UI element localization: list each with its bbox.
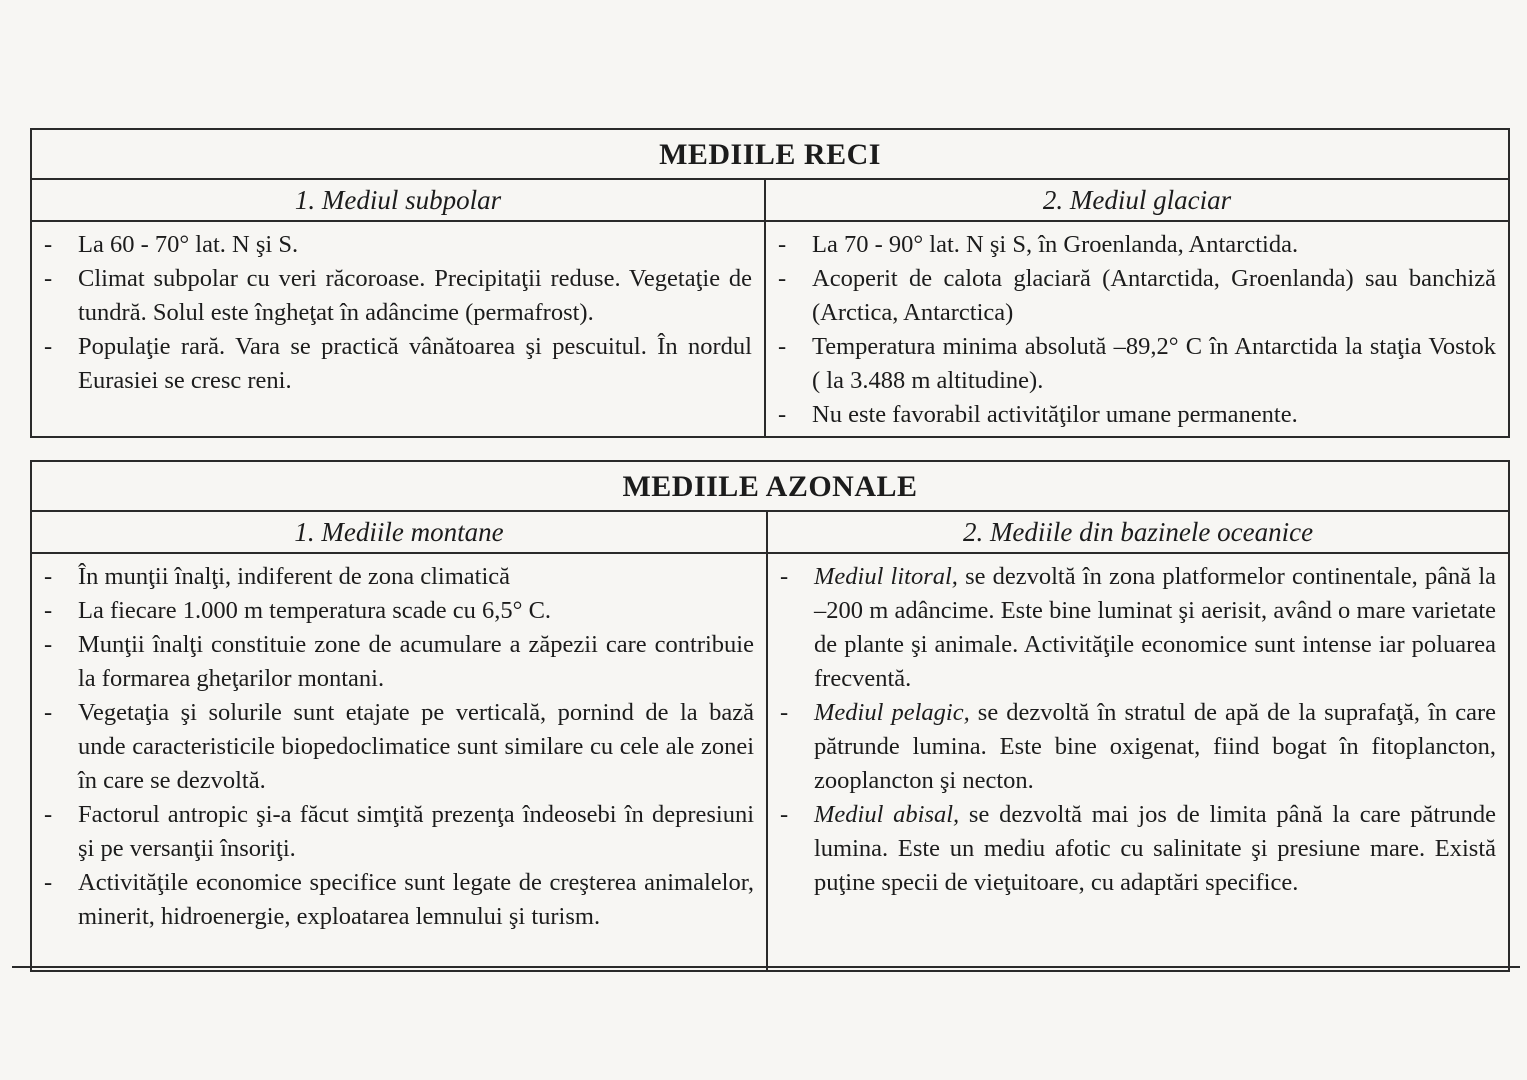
list-item: - Factorul antropic şi-a făcut simţită prezenţa îndeosebi în depresiuni şi pe versanţii însoriţi. [78,798,754,866]
list-item: - Activităţile economice specifice sunt legate de creşterea animalelor, minerit, hidroenergie, exploatarea lemnului şi turism. [78,866,754,934]
subpolar-list [32,222,764,402]
glacial-heading: 2. Mediul glaciar [765,179,1509,221]
item-text: se dezvoltă în stratul de apă de la suprafaţă, în care pătrunde lumina. Este bine oxigenat, fiind bogat în fitoplancton, zooplancton şi necton. [814,699,1497,794]
oceanic-list [768,554,1508,904]
term-abisal: Mediul abisal, [814,801,960,828]
list-item: - La 70 - 90° lat. N şi S, în Groenlanda, Antarctida. [812,228,1496,262]
azonal-title: MEDIILE AZONALE [31,461,1509,511]
item-text: se dezvoltă în zona platformelor continentale, până la –200 m adâncime. Este bine luminat şi aerisit, având o mare varietate de plante şi animale. Activităţile economice sunt intense iar poluarea frecventă. [814,563,1497,692]
item-text: se dezvoltă mai jos de limita până la care pătrunde lumina. Este un mediu afotic cu salinitate şi presiune mare. Există puţine specii de vieţuitoare, cu adaptări specifice. [814,801,1497,896]
mountain-list [32,554,766,938]
list-item: - Climat subpolar cu veri răcoroase. Precipitaţii reduse. Vegetaţie de tundră. Solul este îngheţat în adâncime (permafrost). [78,262,752,330]
oceanic-cell [767,553,1509,971]
list-item: - Vegetaţia şi solurile sunt etajate pe verticală, pornind de la bază unde caracteristicile biopedoclimatice sunt similare cu cele ale zonei în care se dezvoltă. [78,696,754,798]
subpolar-heading: 1. Mediul subpolar [31,179,765,221]
cold-environments-table [30,128,1510,438]
term-litoral: Mediul litoral, [814,563,958,590]
azonal-environments-table [30,460,1510,972]
list-item: - Acoperit de calota glaciară (Antarctida, Groenlanda) sau banchiză (Arctica, Antarctica) [812,262,1496,330]
bottom-rule [12,966,1520,968]
list-item [814,696,1496,798]
glacial-list [766,222,1508,436]
list-item [814,798,1496,900]
list-item: - Munţii înalţi constituie zone de acumulare a zăpezii care contribuie la formarea gheţarilor montani. [78,628,754,696]
glacial-cell [765,221,1509,437]
oceanic-heading: 2. Mediile din bazinele oceanice [767,511,1509,553]
list-item: - Populaţie rară. Vara se practică vânătoarea şi pescuitul. În nordul Eurasiei se cresc reni. [78,330,752,398]
list-item: - La 60 - 70° lat. N şi S. [78,228,752,262]
term-pelagic: Mediul pelagic, [814,699,970,726]
list-item: - În munţii înalţi, indiferent de zona climatică [78,560,754,594]
subpolar-cell [31,221,765,437]
list-item: - Temperatura minima absolută –89,2° C în Antarctida la staţia Vostok ( la 3.488 m altitudine). [812,330,1496,398]
list-item [814,560,1496,696]
mountain-heading: 1. Mediile montane [31,511,767,553]
cold-title: MEDIILE RECI [31,129,1509,179]
list-item: - La fiecare 1.000 m temperatura scade cu 6,5° C. [78,594,754,628]
list-item: - Nu este favorabil activităţilor umane permanente. [812,398,1496,432]
mountain-cell [31,553,767,971]
